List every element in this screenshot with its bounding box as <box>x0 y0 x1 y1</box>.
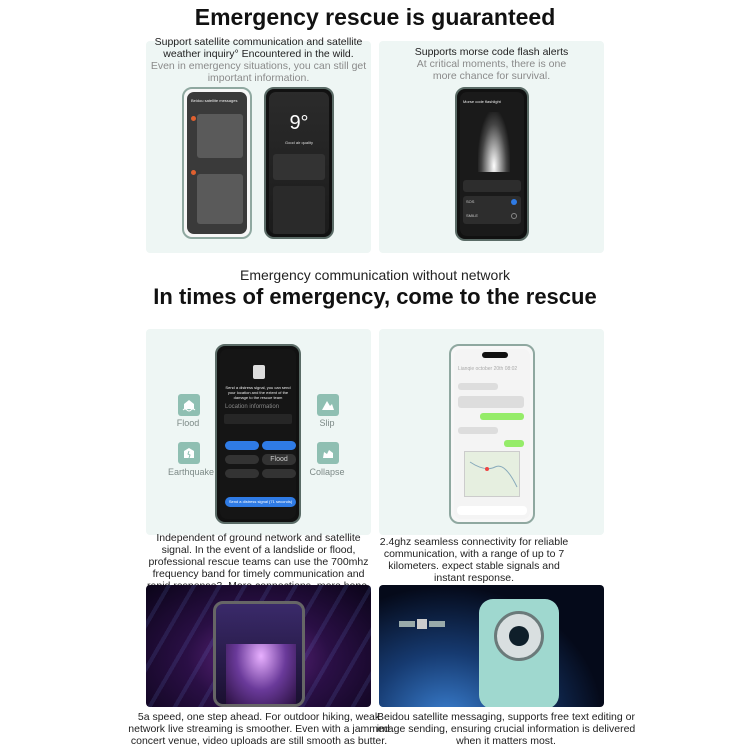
chat-bubble-sent <box>504 440 524 447</box>
map-preview[interactable] <box>464 451 520 497</box>
satellite-icon <box>399 615 445 629</box>
smile-row-label: SMILE <box>466 213 479 218</box>
sender-avatar <box>191 116 196 121</box>
camera-ring <box>494 611 544 661</box>
satellite-caption: Support satellite communication and satellite weather inquiry° Encountered in the wild. Even in emergency situations, you can still get important information. <box>150 36 367 84</box>
chat-date: Lianqie october 20th 08:02 <box>458 366 518 372</box>
option-chip[interactable] <box>225 455 259 464</box>
performers-image <box>226 644 296 704</box>
option-chip[interactable] <box>225 469 259 478</box>
air-quality-label: Good air quality <box>284 140 313 145</box>
option-chip[interactable] <box>262 441 296 450</box>
weather-temperature: 9° <box>289 112 309 134</box>
flood-label: Flood <box>176 418 200 428</box>
subheading-no-network: Emergency communication without network <box>239 267 510 283</box>
morse-input[interactable] <box>463 180 521 192</box>
flood-icon <box>178 394 200 416</box>
satellite-photo <box>379 585 604 707</box>
messages-title: Beidou satellite messages <box>191 98 238 103</box>
collapse-icon <box>317 442 339 464</box>
headline-rescue-guaranteed: Emergency rescue is guaranteed <box>194 4 556 30</box>
flood-chip[interactable]: Flood <box>262 454 296 465</box>
concert-photo <box>146 585 371 707</box>
earthquake-icon <box>178 442 200 464</box>
message-card-2 <box>197 174 243 224</box>
phone-satellite-messages <box>182 87 252 239</box>
camera-lens-icon <box>509 626 529 646</box>
send-distress-button[interactable]: Send a distress signal (71 seconds) <box>225 497 296 507</box>
collapse-label: Collapse <box>309 467 345 477</box>
morse-options <box>463 196 521 224</box>
chat-bubble-sent <box>480 413 524 420</box>
option-chip[interactable] <box>262 469 296 478</box>
streaming-caption: 5a speed, one step ahead. For outdoor hiking, weak network live streaming is smoother. Even with a jammed concert venue, video uploads are still smooth as butter. <box>128 711 390 747</box>
camera-cutout <box>482 352 508 358</box>
beacon-icon <box>253 365 265 379</box>
phone-satellite-weather <box>264 87 334 239</box>
sender-avatar <box>191 170 196 175</box>
headline-come-to-rescue: In times of emergency, come to the rescue <box>153 284 597 309</box>
location-label: Location information <box>225 404 280 410</box>
morse-title: Morse code flashlight <box>463 99 501 104</box>
message-card-1 <box>197 114 243 158</box>
coordinates-field <box>224 414 292 424</box>
hourly-forecast <box>273 154 325 180</box>
distress-caption: Independent of ground network and satellite signal. In the event of a landslide or flood, professional rescue teams can use the 700mhz frequency band for timely communication and <box>148 532 369 580</box>
phone-chat <box>449 344 535 524</box>
phone-live-stream <box>213 601 305 707</box>
option-chip[interactable] <box>225 441 259 450</box>
phone-morse-flashlight <box>455 87 529 241</box>
flashlight-beam <box>478 112 510 172</box>
daily-forecast <box>273 186 325 234</box>
landslide-icon <box>317 394 339 416</box>
earthquake-label: Earthquake <box>167 467 215 477</box>
phone-distress-signal <box>215 344 301 524</box>
connectivity-caption: 2.4ghz seamless connectivity for reliable communication, with a range of up to 7 kilometers. expect stable signals and instant response. <box>379 536 569 584</box>
sos-row-label: SOS <box>466 199 475 204</box>
slip-label: Slip <box>319 418 335 428</box>
morse-caption: Supports morse code flash alerts At critical moments, there is one more chance for survival. <box>414 46 569 82</box>
chat-bubble-received <box>458 427 498 434</box>
phone-back <box>479 599 559 707</box>
distress-description: Send a distress signal, you can send your location and the extent of the damage to the rescue team <box>225 385 291 400</box>
beidou-caption: Beidou satellite messaging, supports free text editing or image sending, ensuring crucial information is delivered when it matters most. <box>376 711 636 747</box>
sos-toggle[interactable] <box>511 199 517 205</box>
chat-bubble-received <box>458 396 524 408</box>
smile-toggle[interactable] <box>511 213 517 219</box>
chat-input[interactable] <box>457 506 527 515</box>
chat-bubble-received <box>458 383 498 390</box>
